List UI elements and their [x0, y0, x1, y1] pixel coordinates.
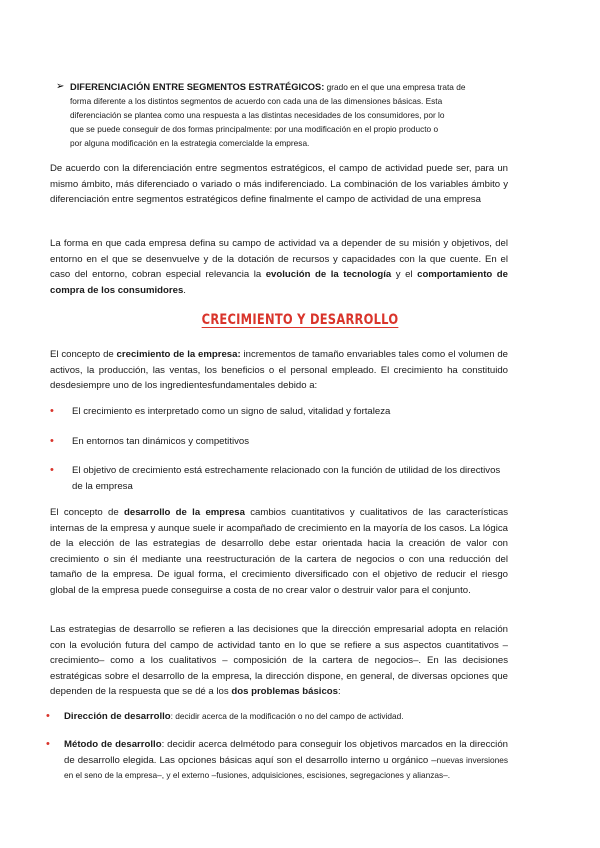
metodo-text: : decidir acerca delmétodo para conseguir los objetivos marcados en la dirección de desarrollo elegida. Las opciones básicas aquí son el desarrollo interno u orgánico –	[64, 739, 508, 766]
bullet-icon: •	[50, 405, 54, 417]
list-item-text: En entornos tan dinámicos y competitivos	[72, 436, 250, 447]
list-item	[50, 434, 508, 450]
p2-text: La forma en que cada empresa defina su campo de actividad va a depender de su misión y objetivos, del entorno en el que se desenvuelve y de la dotación de recursos y capacidades con la que cuente. En el caso del entorno, cobran especial relevancia la	[50, 238, 508, 281]
bullet-icon: •	[50, 464, 54, 476]
p2-mid: y el	[391, 269, 418, 281]
direccion-text: : decidir acerca de la modificación o no del campo de actividad.	[170, 711, 404, 721]
p2-bold-consumidores: comportamiento de compra de los consumidores	[50, 269, 508, 296]
paragraph-estrategias	[50, 622, 508, 700]
p2-end: .	[183, 284, 186, 296]
list-item-text: El crecimiento es interpretado como un signo de salud, vitalidad y fortaleza	[72, 406, 391, 417]
diferenciacion-line4: que se puede conseguir de dos formas principalmente: por una modificación en el propio producto o	[70, 124, 439, 134]
bullet-icon: •	[46, 710, 50, 722]
metodo-label: Método de desarrollo	[64, 739, 162, 750]
diferenciacion-heading: DIFERENCIACIÓN ENTRE SEGMENTOS ESTRATÉGICOS:	[70, 82, 325, 92]
list-item-metodo	[46, 737, 508, 784]
p2-bold-tecnologia: evolución de la tecnología	[265, 269, 392, 281]
paragraph-desarrollo	[50, 505, 508, 599]
list-item-direccion	[46, 709, 508, 725]
p3-bold: crecimiento de la empresa:	[116, 349, 241, 360]
p5-bold: dos problemas básicos	[231, 686, 338, 698]
bullet-icon: •	[46, 738, 50, 750]
p3-rest: incrementos de tamaño envariables tales como el volumen de activos, la producción, las ventas, los beneficios o el personal empleado. El crecimiento ha constituido desdesiempre uno de los ingredientesfundamentales debido a:	[50, 349, 508, 392]
p4-rest: cambios cuantitativos y cualitativos de las características internas de la empresa y aunque suele ir acompañado de crecimiento en la mayoría de los casos. La lógica de la elección de las estrategias de desarrollo debe estar orientada hacia la creación de valor con crecimiento o sin él mediante una reestructuración de la cartera de negocios o con una reducción del tamaño de la empresa. De igual forma, el crecimiento diversificado con el objetivo de reducir el riesgo global de la empresa puede conseguirse a costa de no crear valor o destruir valor para el conjunto.	[50, 507, 508, 596]
bullet-icon: •	[50, 435, 54, 447]
list-item	[50, 463, 508, 494]
paragraph-crecimiento	[50, 347, 508, 394]
list-item	[50, 404, 508, 420]
section-title: CRECIMIENTO Y DESARROLLO	[201, 312, 399, 328]
diferenciacion-line1: grado en el que una empresa trata de	[324, 82, 466, 92]
p3-start: El concepto de	[50, 349, 117, 360]
diferenciacion-line5: por alguna modificación en la estrategia comercialde la empresa.	[70, 138, 310, 148]
paragraph-campo-actividad	[50, 236, 508, 298]
p4-start: El concepto de	[50, 507, 124, 518]
direccion-label: Dirección de desarrollo	[64, 711, 171, 722]
p5-end: :	[338, 686, 341, 698]
p5-text: Las estrategias de desarrollo se refieren a las decisiones que la dirección empresarial adopta en relación con la evolución futura del campo de actividad tanto en lo que se refiere a sus aspectos cuantitativos –crecimiento– como a los cualitativos – composición de la cartera de negocios–. En las decisiones estratégicas sobre el desarrollo de la empresa, la dirección dispone, en general, de diversas opciones que dependen de la respuesta que se dé a los	[50, 624, 508, 698]
diferenciacion-item	[56, 80, 528, 150]
diferenciacion-line2: forma diferente a los distintos segmentos de acuerdo con cada una de las dimensiones básicas. Esta	[70, 96, 443, 106]
list-item-text: El objetivo de crecimiento está estrechamente relacionado con la función de utilidad de los directivos de la empresa	[72, 465, 501, 492]
metodo-small-text: nuevas inversiones en el seno de la empresa–, y el externo –fusiones, adquisiciones, escisiones, segregaciones y alianzas–.	[64, 754, 509, 781]
paragraph-ambito: De acuerdo con la diferenciación entre segmentos estratégicos, el campo de actividad puede ser, para un mismo ámbito, más diferenciado o variado o más indiferenciado. La combinación de los variables ámbito y diferenciación entre segmentos estratégicos define finalmente el campo de actividad de una empresa	[50, 163, 508, 206]
diferenciacion-line3: diferenciación se plantea como una respuesta a las distintas necesidades de los consumidores, por lo	[70, 110, 445, 120]
arrow-bullet-icon: ➢	[56, 81, 65, 92]
p4-bold: desarrollo de la empresa	[124, 507, 245, 518]
